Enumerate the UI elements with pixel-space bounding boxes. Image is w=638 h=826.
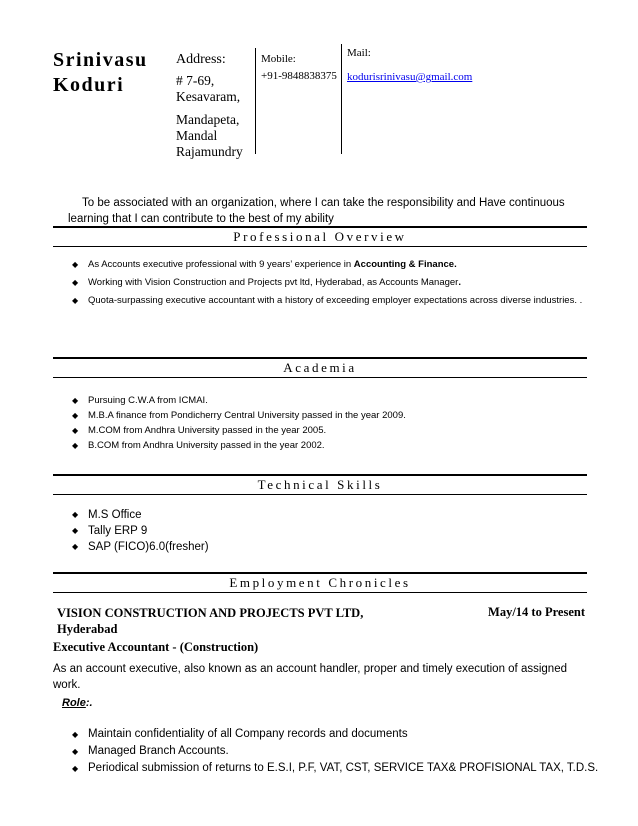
- list-item: [69, 408, 589, 423]
- role-suffix: :.: [85, 697, 93, 709]
- employer-location: Hyderabad: [57, 622, 118, 636]
- diamond-bullet-icon: ◆: [72, 730, 79, 739]
- employer-name: [57, 605, 387, 637]
- list-item: [69, 760, 599, 777]
- diamond-bullet-icon: ◆: [72, 278, 79, 287]
- list-item: [69, 393, 589, 408]
- list-item-text: Managed Branch Accounts.: [88, 745, 229, 757]
- list-item-text: B.COM from Andhra University passed in the year 2002.: [88, 440, 325, 451]
- diamond-bullet-icon: ◆: [72, 747, 79, 756]
- diamond-bullet-icon: ◆: [72, 411, 79, 420]
- address-line: Kesavaram,: [176, 89, 241, 104]
- email-link[interactable]: kodurisrinivasu@gmail.com: [347, 71, 473, 83]
- address-line: Mandal: [176, 128, 218, 143]
- list-item: [69, 438, 589, 453]
- header-divider: [341, 44, 342, 154]
- diamond-bullet-icon: ◆: [72, 296, 79, 305]
- diamond-bullet-icon: ◆: [72, 260, 79, 269]
- role-heading: [62, 697, 93, 709]
- section-heading-technical-skills: Technical Skills: [53, 474, 587, 495]
- diamond-bullet-icon: ◆: [72, 426, 79, 435]
- diamond-bullet-icon: ◆: [72, 510, 79, 519]
- diamond-bullet-icon: ◆: [72, 764, 79, 773]
- name-first: Srinivasu: [53, 49, 148, 71]
- name-last: Koduri: [53, 74, 125, 96]
- address-line: Rajamundry: [176, 144, 243, 159]
- list-item: [69, 258, 589, 272]
- list-item: [69, 423, 589, 438]
- job-title: Executive Accountant - (Construction): [53, 640, 259, 654]
- mail-label: Mail:: [347, 47, 371, 59]
- employment-dates: May/14 to Present: [488, 605, 585, 619]
- address-block: [176, 73, 243, 160]
- list-item-text: Pursuing C.W.A from ICMAI.: [88, 395, 208, 406]
- list-item: [69, 523, 589, 539]
- academia-list: [69, 393, 589, 453]
- list-item: [69, 276, 589, 290]
- list-item: [69, 726, 599, 743]
- diamond-bullet-icon: ◆: [72, 396, 79, 405]
- list-item-text: M.B.A finance from Pondicherry Central University passed in the year 2009.: [88, 410, 406, 421]
- mobile-label: Mobile:: [261, 53, 296, 65]
- list-item-text: SAP (FICO)6.0(fresher): [88, 541, 209, 553]
- section-heading-employment-chronicles: Employment Chronicles: [53, 572, 587, 593]
- address-line: Mandapeta,: [176, 112, 240, 127]
- list-item: [69, 294, 589, 308]
- candidate-name: [53, 48, 148, 98]
- section-heading-professional-overview: Professional Overview: [53, 226, 587, 247]
- list-item-text: As Accounts executive professional with 9 years’ experience in: [88, 259, 354, 270]
- list-item-text: Quota-surpassing executive accountant with a history of exceeding employer expectations across diverse industries. .: [88, 295, 583, 306]
- list-item-text: Maintain confidentiality of all Company records and documents: [88, 728, 408, 740]
- list-item-text: M.S Office: [88, 509, 142, 521]
- list-item: [69, 539, 589, 555]
- mobile-value: +91-9848838375: [261, 70, 337, 82]
- address-line: # 7-69,: [176, 73, 215, 88]
- job-description: As an account executive, also known as an account handler, proper and timely execution of assigned work.: [53, 663, 567, 691]
- duties-list: [69, 726, 599, 777]
- address-label: Address:: [176, 52, 226, 67]
- list-item: [69, 507, 589, 523]
- diamond-bullet-icon: ◆: [72, 542, 79, 551]
- diamond-bullet-icon: ◆: [72, 526, 79, 535]
- list-item-text: Periodical submission of returns to E.S.I, P.F, VAT, CST, SERVICE TAX& PROFISIONAL TAX, T.D.S.: [88, 762, 599, 774]
- header-divider: [255, 48, 256, 154]
- list-item-text: M.COM from Andhra University passed in the year 2005.: [88, 425, 327, 436]
- list-item: [69, 743, 599, 760]
- employer-line: VISION CONSTRUCTION AND PROJECTS PVT LTD,: [57, 606, 364, 620]
- list-item-text: Tally ERP 9: [88, 525, 148, 537]
- role-label: Role: [62, 697, 86, 709]
- section-heading-academia: Academia: [53, 357, 587, 378]
- skills-list: [69, 507, 589, 555]
- list-item-bold: Accounting & Finance.: [353, 259, 457, 270]
- list-item-bold: .: [458, 277, 461, 288]
- overview-list: [69, 258, 589, 308]
- address-spacer: [176, 105, 243, 112]
- diamond-bullet-icon: ◆: [72, 441, 79, 450]
- list-item-text: Working with Vision Construction and Projects pvt ltd, Hyderabad, as Accounts Manager: [88, 277, 459, 288]
- objective-text: To be associated with an organization, where I can take the responsibility and Have continuous learning that I can contribute to the best of my ability: [68, 197, 565, 225]
